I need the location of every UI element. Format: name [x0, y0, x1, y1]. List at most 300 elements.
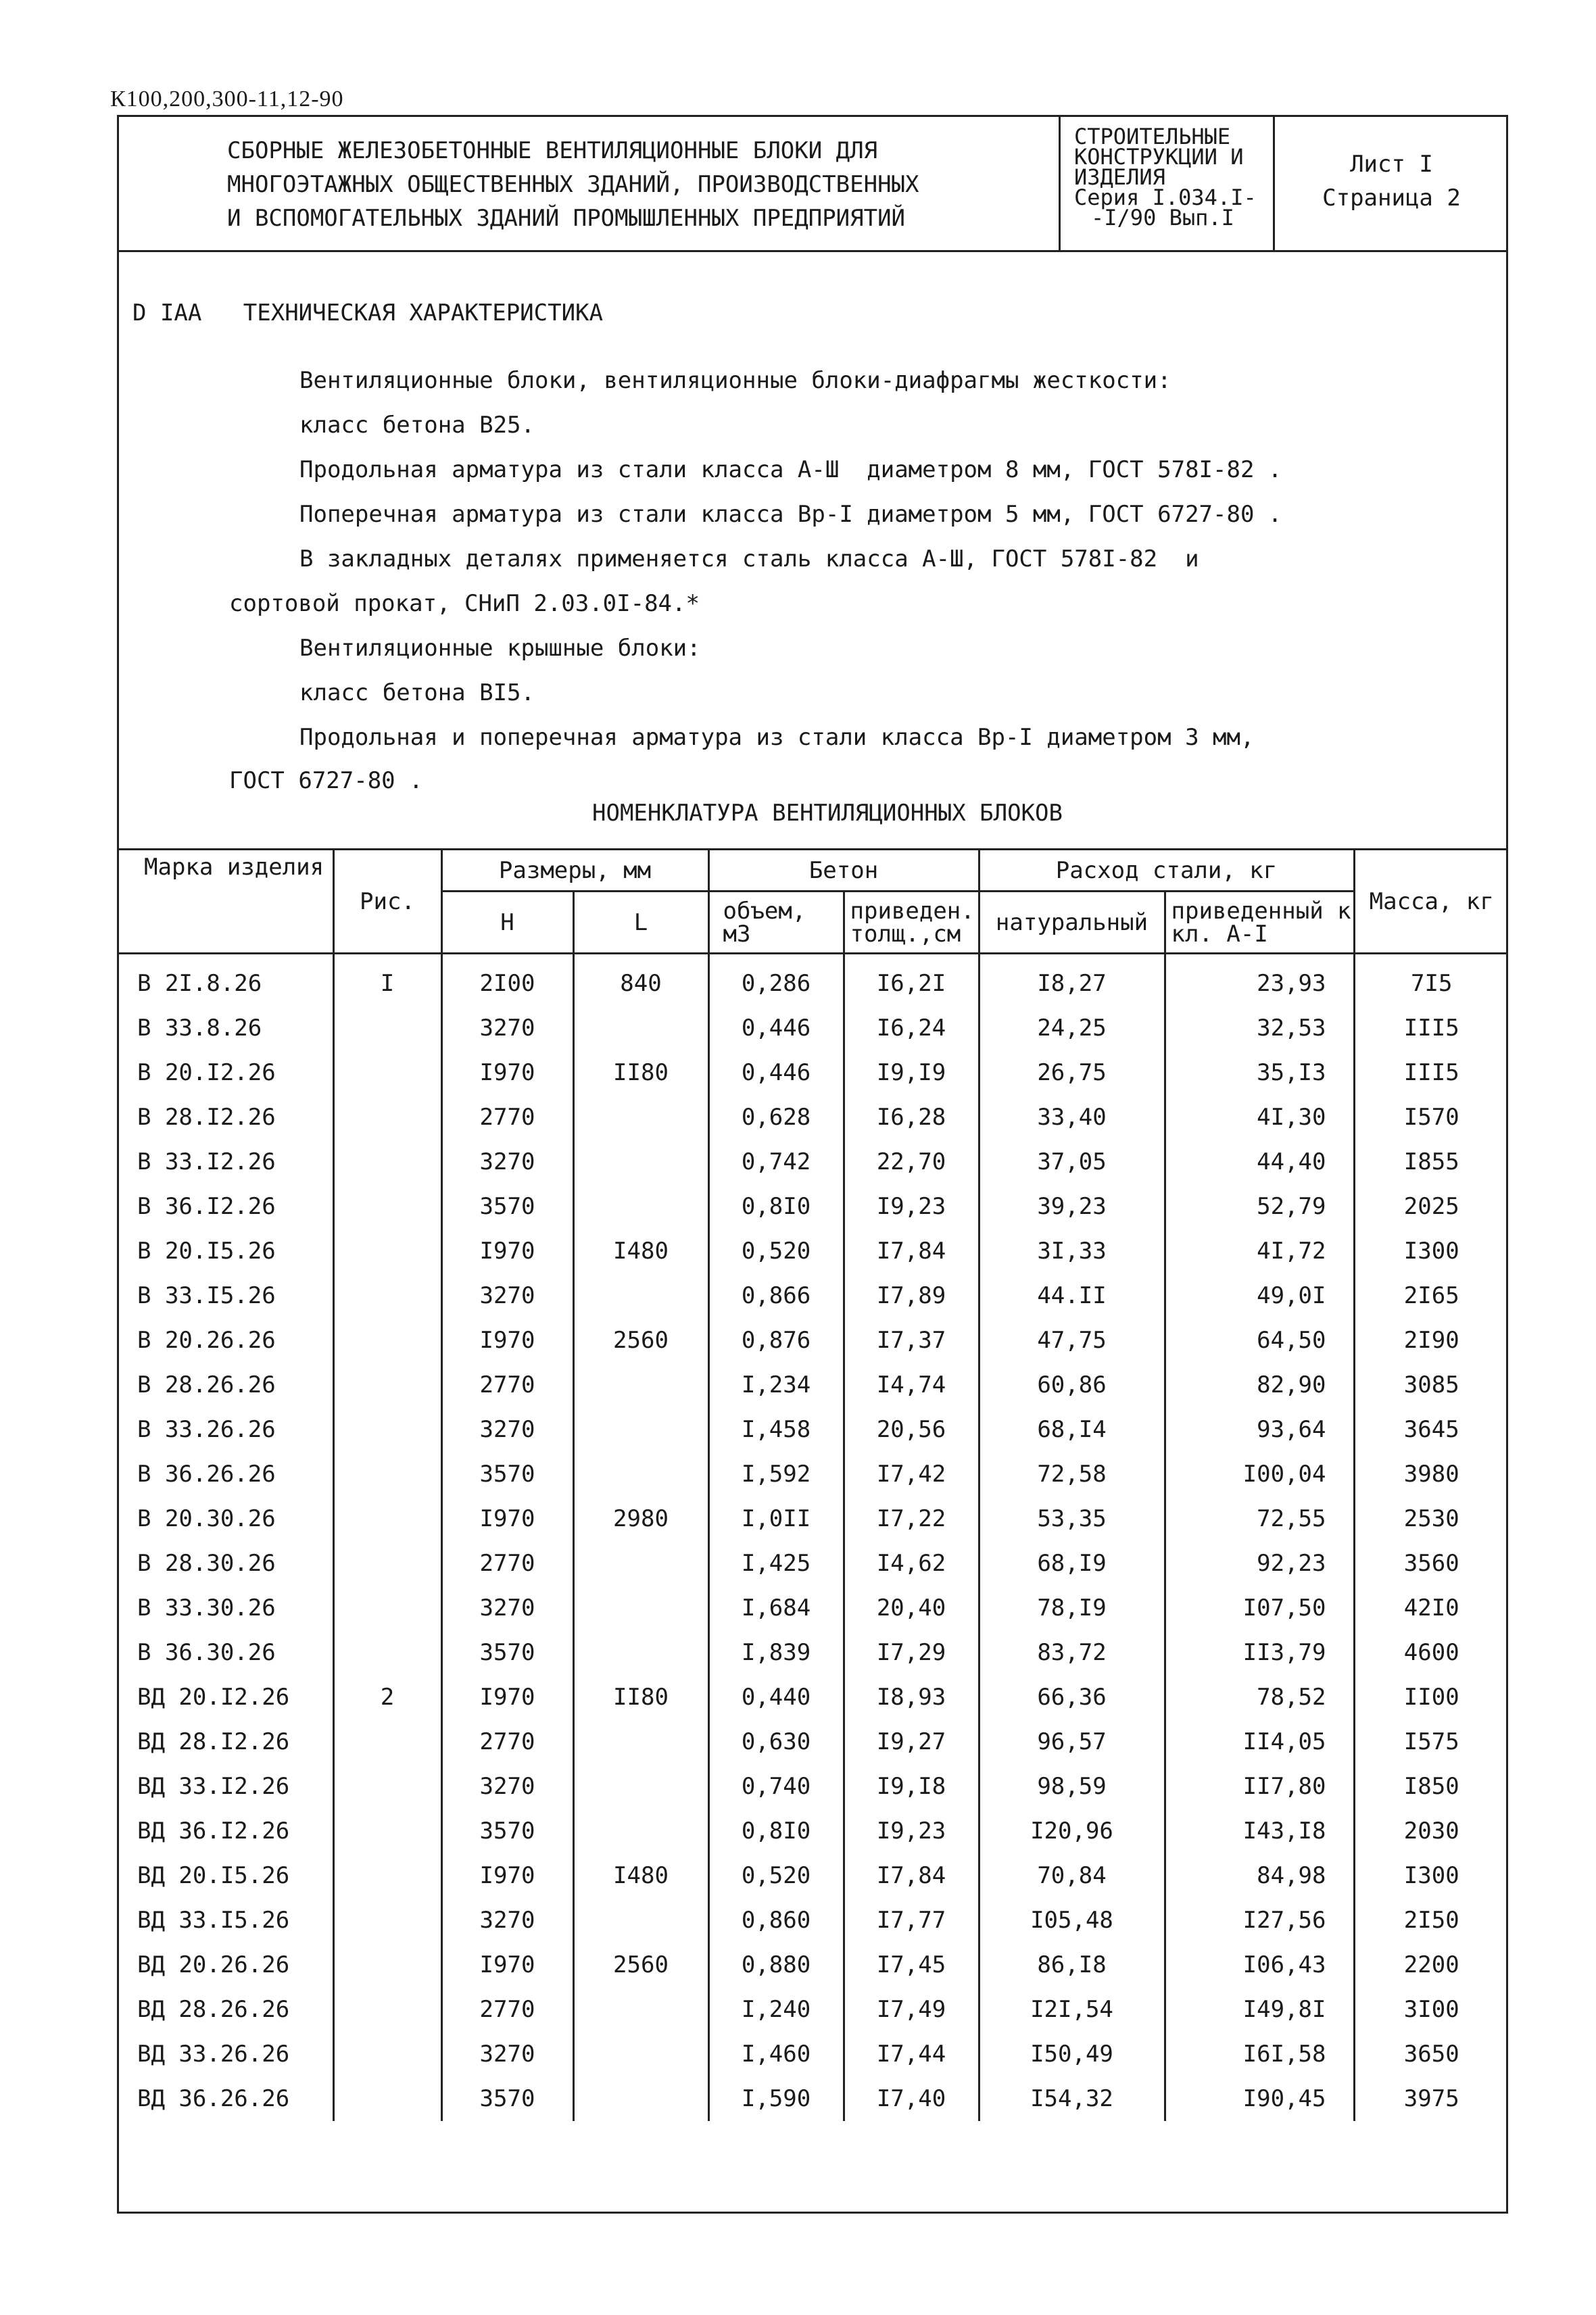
cell-mark: ВД 33.I2.26 [137, 1773, 290, 1800]
cell-mark: ВД 33.26.26 [137, 2041, 290, 2068]
series-line: -I/90 Вып.I [1091, 205, 1234, 230]
cell-mass: I855 [1354, 1140, 1508, 1184]
cell-steel-natural: 78,I9 [979, 1586, 1165, 1630]
header-thickness: приведен. толщ.,см [844, 892, 979, 954]
table-row [117, 1318, 1508, 1363]
cell-steel-reduced: I90,45 [1165, 2076, 1354, 2121]
cell-h: I970 [441, 1853, 573, 1898]
cell-steel-natural: 68,I9 [979, 1541, 1165, 1586]
cell-thickness: I7,84 [844, 1229, 979, 1273]
cell-mark: В 33.I2.26 [137, 1148, 276, 1175]
table-row [117, 1764, 1508, 1809]
cell-mark: ВД 20.I2.26 [137, 1684, 290, 1711]
cell-h: 3570 [441, 1452, 573, 1496]
cell-thickness: I9,23 [844, 1809, 979, 1853]
cell-steel-reduced: 49,0I [1165, 1273, 1354, 1318]
header-mark: Марка изделия [117, 850, 333, 954]
cell-mass: 42I0 [1354, 1586, 1508, 1630]
cell-mark: ВД 36.I2.26 [137, 1818, 290, 1845]
cell-h: 3270 [441, 2032, 573, 2076]
cell-h: 3270 [441, 1006, 573, 1050]
cell-l [573, 1764, 708, 1809]
cell-volume: 0,630 [708, 1720, 844, 1764]
cell-thickness: I4,62 [844, 1541, 979, 1586]
cell-h: 3570 [441, 1809, 573, 1853]
cell-l [573, 1898, 708, 1943]
cell-figure [333, 1898, 441, 1943]
cell-figure [333, 1229, 441, 1273]
cell-mark: В 2I.8.26 [137, 970, 262, 997]
cell-l: 2560 [573, 1318, 708, 1363]
cell-steel-reduced: II7,80 [1165, 1764, 1354, 1809]
cell-h: I970 [441, 1229, 573, 1273]
cell-h: I970 [441, 1318, 573, 1363]
cell-volume: 0,520 [708, 1229, 844, 1273]
cell-figure [333, 1541, 441, 1586]
cell-figure [333, 1764, 441, 1809]
cell-volume: 0,628 [708, 1095, 844, 1140]
cell-mass: 3980 [1354, 1452, 1508, 1496]
cell-volume: I,684 [708, 1586, 844, 1630]
cell-l: 840 [573, 954, 708, 1006]
cell-figure [333, 1273, 441, 1318]
sheet-number: Лист I [1350, 151, 1433, 178]
cell-figure: 2 [333, 1675, 441, 1720]
cell-steel-natural: I2I,54 [979, 1987, 1165, 2032]
cell-mark: В 20.26.26 [137, 1327, 276, 1354]
cell-figure [333, 1363, 441, 1407]
cell-volume: 0,860 [708, 1898, 844, 1943]
cell-mass: 2I65 [1354, 1273, 1508, 1318]
cell-volume: I,839 [708, 1630, 844, 1675]
table-row [117, 1853, 1508, 1898]
cell-figure [333, 1809, 441, 1853]
header-concrete: Бетон [708, 850, 979, 892]
cell-mass: 2530 [1354, 1496, 1508, 1541]
cell-l [573, 1006, 708, 1050]
cell-steel-reduced: II4,05 [1165, 1720, 1354, 1764]
cell-steel-natural: 66,36 [979, 1675, 1165, 1720]
title-line: МНОГОЭТАЖНЫХ ОБЩЕСТВЕННЫХ ЗДАНИЙ, ПРОИЗВОДСТВЕННЫХ [227, 171, 919, 198]
cell-h: I970 [441, 1943, 573, 1987]
cell-steel-natural: 33,40 [979, 1095, 1165, 1140]
cell-figure [333, 1496, 441, 1541]
paragraph: ГОСТ 6727-80 . [229, 767, 423, 794]
table-row [117, 1140, 1508, 1184]
sheet-block [1275, 117, 1508, 250]
cell-thickness: I9,I9 [844, 1050, 979, 1095]
cell-mark: В 28.26.26 [137, 1371, 276, 1398]
cell-volume: I,0II [708, 1496, 844, 1541]
cell-steel-reduced: I43,I8 [1165, 1809, 1354, 1853]
cell-steel-natural: 96,57 [979, 1720, 1165, 1764]
cell-mass: I575 [1354, 1720, 1508, 1764]
cell-thickness: I7,40 [844, 2076, 979, 2121]
cell-steel-natural: 60,86 [979, 1363, 1165, 1407]
header-reduced: приведенный к кл. А-I [1165, 892, 1354, 954]
paragraph: Продольная арматура из стали класса А-Ш диаметром 8 мм, ГОСТ 578I-82 . [299, 456, 1282, 483]
cell-figure [333, 1095, 441, 1140]
cell-l: I480 [573, 1853, 708, 1898]
cell-thickness: I8,93 [844, 1675, 979, 1720]
cell-thickness: I7,42 [844, 1452, 979, 1496]
cell-mark: В 33.8.26 [137, 1015, 262, 1042]
cell-thickness: 20,40 [844, 1586, 979, 1630]
table-row [117, 1809, 1508, 1853]
cell-mass: I570 [1354, 1095, 1508, 1140]
cell-mark: ВД 33.I5.26 [137, 1907, 290, 1934]
series-block [1059, 117, 1275, 250]
cell-l: II80 [573, 1675, 708, 1720]
cell-figure [333, 1853, 441, 1898]
nomenclature-table [117, 848, 1508, 2121]
cell-steel-reduced: 23,93 [1165, 954, 1354, 1006]
cell-figure [333, 1630, 441, 1675]
cell-volume: I,460 [708, 2032, 844, 2076]
cell-mark: В 33.26.26 [137, 1416, 276, 1443]
cell-l [573, 2076, 708, 2121]
cell-h: I970 [441, 1496, 573, 1541]
cell-steel-reduced: 93,64 [1165, 1407, 1354, 1452]
document-title [227, 134, 919, 235]
cell-l [573, 1273, 708, 1318]
cell-figure [333, 1943, 441, 1987]
cell-thickness: I7,49 [844, 1987, 979, 2032]
cell-thickness: I7,37 [844, 1318, 979, 1363]
header-dimensions: Размеры, мм [441, 850, 708, 892]
cell-mass: I300 [1354, 1853, 1508, 1898]
cell-mass: 4600 [1354, 1630, 1508, 1675]
cell-mark: В 20.I5.26 [137, 1238, 276, 1265]
cell-steel-natural: 3I,33 [979, 1229, 1165, 1273]
cell-volume: 0,520 [708, 1853, 844, 1898]
cell-h: 2770 [441, 1363, 573, 1407]
paragraph: класс бетона ВI5. [299, 679, 535, 706]
cell-volume: 0,876 [708, 1318, 844, 1363]
table-row [117, 1898, 1508, 1943]
series-line: ИЗДЕЛИЯ [1074, 164, 1165, 190]
cell-volume: 0,286 [708, 954, 844, 1006]
cell-mass: 2I50 [1354, 1898, 1508, 1943]
table-row [117, 1586, 1508, 1630]
table-row [117, 1363, 1508, 1407]
cell-thickness: I7,89 [844, 1273, 979, 1318]
cell-steel-natural: I05,48 [979, 1898, 1165, 1943]
cell-volume: 0,866 [708, 1273, 844, 1318]
table-row [117, 2076, 1508, 2121]
cell-mass: 3560 [1354, 1541, 1508, 1586]
cell-l [573, 1140, 708, 1184]
cell-l [573, 1586, 708, 1630]
cell-mark: В 33.30.26 [137, 1594, 276, 1622]
cell-l [573, 1541, 708, 1586]
cell-figure [333, 1184, 441, 1229]
cell-l [573, 1809, 708, 1853]
cell-figure [333, 1006, 441, 1050]
cell-mark: ВД 28.I2.26 [137, 1728, 290, 1755]
series-line: Серия I.034.I- [1074, 185, 1257, 210]
cell-steel-reduced: 52,79 [1165, 1184, 1354, 1229]
cell-figure [333, 1050, 441, 1095]
cell-volume: I,234 [708, 1363, 844, 1407]
paragraph: Поперечная арматура из стали класса Вр-I диаметром 5 мм, ГОСТ 6727-80 . [299, 501, 1282, 528]
cell-steel-reduced: 92,23 [1165, 1541, 1354, 1586]
cell-steel-reduced: 35,I3 [1165, 1050, 1354, 1095]
cell-volume: I,240 [708, 1987, 844, 2032]
cell-mass: III5 [1354, 1050, 1508, 1095]
cell-steel-reduced: I06,43 [1165, 1943, 1354, 1987]
cell-steel-reduced: 4I,30 [1165, 1095, 1354, 1140]
cell-mark: В 36.30.26 [137, 1639, 276, 1666]
cell-l [573, 1452, 708, 1496]
cell-mass: 3975 [1354, 2076, 1508, 2121]
cell-thickness: 22,70 [844, 1140, 979, 1184]
cell-h: 3270 [441, 1407, 573, 1452]
cell-l: 2560 [573, 1943, 708, 1987]
header-figure: Рис. [333, 850, 441, 954]
cell-figure [333, 2032, 441, 2076]
paragraph: В закладных деталях применяется сталь класса А-Ш, ГОСТ 578I-82 и [299, 545, 1199, 572]
cell-mass: 3085 [1354, 1363, 1508, 1407]
cell-h: 3270 [441, 1764, 573, 1809]
cell-l [573, 1720, 708, 1764]
cell-thickness: I6,28 [844, 1095, 979, 1140]
cell-thickness: I6,2I [844, 954, 979, 1006]
section-code: D IAA [132, 299, 202, 326]
cell-volume: I,425 [708, 1541, 844, 1586]
cell-mass: 3645 [1354, 1407, 1508, 1452]
cell-thickness: I7,84 [844, 1853, 979, 1898]
cell-volume: 0,8I0 [708, 1809, 844, 1853]
header-volume: объем, м3 [708, 892, 844, 954]
cell-volume: 0,742 [708, 1140, 844, 1184]
header-natural: натуральный [979, 892, 1165, 954]
table-row [117, 954, 1508, 1006]
table-row [117, 1720, 1508, 1764]
cell-figure [333, 1586, 441, 1630]
cell-l: 2980 [573, 1496, 708, 1541]
cell-thickness: I9,23 [844, 1184, 979, 1229]
cell-steel-reduced: 32,53 [1165, 1006, 1354, 1050]
cell-l [573, 1095, 708, 1140]
cell-volume: 0,446 [708, 1006, 844, 1050]
cell-steel-natural: I8,27 [979, 954, 1165, 1006]
table-row [117, 1006, 1508, 1050]
cell-steel-reduced: I00,04 [1165, 1452, 1354, 1496]
cell-mass: II00 [1354, 1675, 1508, 1720]
paragraph: Вентиляционные блоки, вентиляционные блоки-диафрагмы жесткости: [299, 367, 1171, 394]
header-l: L [573, 892, 708, 954]
title-line: И ВСПОМОГАТЕЛЬНЫХ ЗДАНИЙ ПРОМЫШЛЕННЫХ ПРЕДПРИЯТИЙ [227, 205, 906, 232]
table-row [117, 1184, 1508, 1229]
cell-mass: 3650 [1354, 2032, 1508, 2076]
cell-thickness: I7,44 [844, 2032, 979, 2076]
cell-figure [333, 1452, 441, 1496]
cell-volume: I,590 [708, 2076, 844, 2121]
cell-steel-natural: I54,32 [979, 2076, 1165, 2121]
cell-thickness: I7,45 [844, 1943, 979, 1987]
cell-steel-natural: 70,84 [979, 1853, 1165, 1898]
cell-l: II80 [573, 1050, 708, 1095]
cell-mass: III5 [1354, 1006, 1508, 1050]
table-row [117, 2032, 1508, 2076]
cell-figure [333, 1407, 441, 1452]
table-row [117, 1675, 1508, 1720]
table-row [117, 1496, 1508, 1541]
cell-mark: В 28.I2.26 [137, 1104, 276, 1131]
cell-steel-natural: I50,49 [979, 2032, 1165, 2076]
section-heading [132, 299, 603, 326]
cell-l [573, 1407, 708, 1452]
table-row [117, 1050, 1508, 1095]
cell-steel-natural: 39,23 [979, 1184, 1165, 1229]
cell-h: 3270 [441, 1273, 573, 1318]
cell-steel-natural: 47,75 [979, 1318, 1165, 1363]
cell-steel-natural: 83,72 [979, 1630, 1165, 1675]
header-h: Н [441, 892, 573, 954]
cell-steel-reduced: I07,50 [1165, 1586, 1354, 1630]
cell-steel-natural: 86,I8 [979, 1943, 1165, 1987]
cell-figure [333, 1720, 441, 1764]
cell-steel-reduced: I27,56 [1165, 1898, 1354, 1943]
table-row [117, 1630, 1508, 1675]
page-number: Страница 2 [1322, 185, 1461, 212]
cell-l [573, 1363, 708, 1407]
cell-mass: 2030 [1354, 1809, 1508, 1853]
cell-mass: 2025 [1354, 1184, 1508, 1229]
series-line: КОНСТРУКЦИИ И [1074, 144, 1244, 170]
table-row [117, 1452, 1508, 1496]
cell-l [573, 2032, 708, 2076]
cell-steel-reduced: 44,40 [1165, 1140, 1354, 1184]
cell-h: I970 [441, 1050, 573, 1095]
cell-thickness: I9,27 [844, 1720, 979, 1764]
cell-thickness: I4,74 [844, 1363, 979, 1407]
section-title: ТЕХНИЧЕСКАЯ ХАРАКТЕРИСТИКА [243, 299, 603, 326]
cell-h: 3270 [441, 1586, 573, 1630]
cell-thickness: I9,I8 [844, 1764, 979, 1809]
paragraph: сортовой прокат, СНиП 2.03.0I-84.* [229, 590, 700, 617]
cell-h: 2770 [441, 1541, 573, 1586]
series-line: СТРОИТЕЛЬНЫЕ [1074, 124, 1231, 149]
cell-steel-reduced: I6I,58 [1165, 2032, 1354, 2076]
cell-l [573, 1987, 708, 2032]
cell-volume: I,458 [708, 1407, 844, 1452]
cell-steel-reduced: I49,8I [1165, 1987, 1354, 2032]
cell-thickness: I7,22 [844, 1496, 979, 1541]
cell-mark: В 28.30.26 [137, 1550, 276, 1577]
cell-mark: ВД 20.I5.26 [137, 1862, 290, 1889]
table-row [117, 1541, 1508, 1586]
cell-steel-natural: 37,05 [979, 1140, 1165, 1184]
cell-h: 2770 [441, 1095, 573, 1140]
cell-steel-reduced: 78,52 [1165, 1675, 1354, 1720]
cell-l: I480 [573, 1229, 708, 1273]
cell-h: 3570 [441, 2076, 573, 2121]
cell-mark: В 36.26.26 [137, 1461, 276, 1488]
cell-figure [333, 2076, 441, 2121]
title-block [119, 117, 1506, 252]
document-code: К100,200,300-11,12-90 [110, 87, 344, 112]
table-row [117, 1987, 1508, 2032]
cell-steel-natural: 24,25 [979, 1006, 1165, 1050]
cell-mark: ВД 20.26.26 [137, 1951, 290, 1978]
cell-thickness: I7,29 [844, 1630, 979, 1675]
cell-h: 3270 [441, 1140, 573, 1184]
table-row [117, 1095, 1508, 1140]
cell-steel-natural: 98,59 [979, 1764, 1165, 1809]
cell-h: 2I00 [441, 954, 573, 1006]
cell-steel-natural: 72,58 [979, 1452, 1165, 1496]
cell-volume: 0,440 [708, 1675, 844, 1720]
cell-mark: ВД 36.26.26 [137, 2085, 290, 2112]
page-frame [117, 115, 1508, 2214]
cell-steel-reduced: 64,50 [1165, 1318, 1354, 1363]
cell-mass: 3I00 [1354, 1987, 1508, 2032]
cell-mark: В 36.I2.26 [137, 1193, 276, 1220]
cell-steel-reduced: 82,90 [1165, 1363, 1354, 1407]
cell-thickness: I6,24 [844, 1006, 979, 1050]
cell-mark: В 20.30.26 [137, 1505, 276, 1532]
cell-steel-natural: 53,35 [979, 1496, 1165, 1541]
cell-mark: ВД 28.26.26 [137, 1996, 290, 2023]
paragraph: Вентиляционные крышные блоки: [299, 635, 701, 662]
cell-mass: I300 [1354, 1229, 1508, 1273]
cell-mark: В 33.I5.26 [137, 1282, 276, 1309]
cell-volume: 0,880 [708, 1943, 844, 1987]
cell-steel-reduced: 72,55 [1165, 1496, 1354, 1541]
cell-steel-natural: 68,I4 [979, 1407, 1165, 1452]
header-steel: Расход стали, кг [979, 850, 1354, 892]
cell-steel-natural: 44.II [979, 1273, 1165, 1318]
cell-figure: I [333, 954, 441, 1006]
cell-l [573, 1184, 708, 1229]
cell-volume: 0,740 [708, 1764, 844, 1809]
cell-h: 2770 [441, 1720, 573, 1764]
cell-h: 3270 [441, 1898, 573, 1943]
cell-mass: 2I90 [1354, 1318, 1508, 1363]
cell-mass: 2200 [1354, 1943, 1508, 1987]
paragraph: класс бетона В25. [299, 412, 535, 439]
cell-steel-natural: I20,96 [979, 1809, 1165, 1853]
cell-steel-reduced: II3,79 [1165, 1630, 1354, 1675]
cell-h: I970 [441, 1675, 573, 1720]
cell-h: 3570 [441, 1630, 573, 1675]
cell-steel-reduced: 84,98 [1165, 1853, 1354, 1898]
cell-h: 3570 [441, 1184, 573, 1229]
cell-volume: I,592 [708, 1452, 844, 1496]
table-row [117, 1229, 1508, 1273]
cell-h: 2770 [441, 1987, 573, 2032]
cell-figure [333, 1140, 441, 1184]
title-line: СБОРНЫЕ ЖЕЛЕЗОБЕТОННЫЕ ВЕНТИЛЯЦИОННЫЕ БЛОКИ ДЛЯ [227, 137, 878, 164]
cell-mass: 7I5 [1354, 954, 1508, 1006]
paragraph: Продольная и поперечная арматура из стали класса Вр-I диаметром 3 мм, [299, 724, 1255, 751]
cell-thickness: 20,56 [844, 1407, 979, 1452]
cell-steel-reduced: 4I,72 [1165, 1229, 1354, 1273]
cell-l [573, 1630, 708, 1675]
table-title: НОМЕНКЛАТУРА ВЕНТИЛЯЦИОННЫХ БЛОКОВ [592, 800, 1063, 827]
cell-thickness: I7,77 [844, 1898, 979, 1943]
cell-mass: I850 [1354, 1764, 1508, 1809]
cell-steel-natural: 26,75 [979, 1050, 1165, 1095]
table-row [117, 1273, 1508, 1318]
cell-mark: В 20.I2.26 [137, 1059, 276, 1086]
table-row [117, 1943, 1508, 1987]
cell-volume: 0,8I0 [708, 1184, 844, 1229]
table-row [117, 1407, 1508, 1452]
cell-figure [333, 1318, 441, 1363]
